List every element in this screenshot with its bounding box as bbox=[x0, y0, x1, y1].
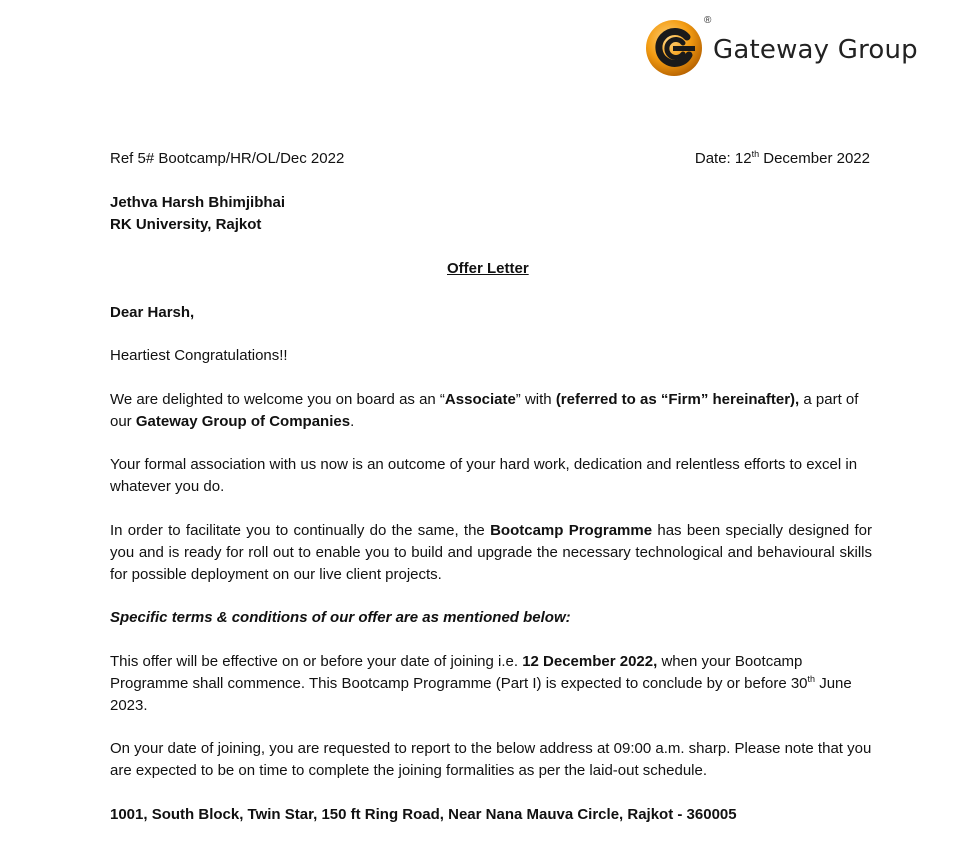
date-ordinal: th bbox=[751, 149, 760, 159]
company-logo bbox=[643, 14, 918, 78]
letter-date bbox=[695, 148, 870, 170]
effective-date-paragraph bbox=[110, 651, 872, 717]
p4-text-d: June 2023. bbox=[110, 675, 852, 714]
p3-programme: Bootcamp Programme bbox=[490, 522, 653, 539]
company-name: Gateway Group bbox=[713, 35, 918, 65]
p3-text-a: In order to facilitate you to continually do the same, the bbox=[110, 522, 491, 539]
p4-ordinal: th bbox=[807, 674, 816, 684]
p1-text-g: . bbox=[350, 413, 355, 430]
recipient-name: Jethva Harsh Bhimjibhai bbox=[110, 194, 286, 211]
terms-heading: Specific terms & conditions of our offer are as mentioned below: bbox=[110, 609, 571, 626]
welcome-paragraph bbox=[110, 389, 872, 433]
p4-join-date: 12 December 2022, bbox=[522, 653, 658, 670]
date-prefix: Date: 12 bbox=[694, 150, 752, 167]
p1-text-a: We are delighted to welcome you on board as an “ bbox=[110, 391, 445, 408]
association-paragraph: Your formal association with us now is an outcome of your hard work, dedication and relentless efforts to excel in whatever you do. bbox=[110, 456, 858, 495]
p1-company-group: Gateway Group of Companies bbox=[135, 413, 351, 430]
office-address: 1001, South Block, Twin Star, 150 ft Ring Road, Near Nana Mauva Circle, Rajkot - 360005 bbox=[110, 806, 737, 823]
reference-number: Ref 5# Bootcamp/HR/OL/Dec 2022 bbox=[110, 150, 345, 167]
reporting-paragraph: On your date of joining, you are requested to report to the below address at 09:00 a.m. sharp. Please note that you are expected to be on time to complete the joining formalities as per the laid-out schedule. bbox=[110, 740, 872, 779]
salutation: Dear Harsh, bbox=[110, 304, 195, 321]
congratulations-line: Heartiest Congratulations!! bbox=[110, 347, 288, 364]
p1-text-c: ” with bbox=[515, 391, 556, 408]
p1-text-e: a part of our bbox=[110, 391, 859, 430]
letter-title: Offer Letter bbox=[447, 260, 529, 277]
p1-role: Associate bbox=[444, 391, 516, 408]
p4-text-c: when your Bootcamp Programme shall commence. This Bootcamp Programme (Part I) is expected to conclude by or before 30 bbox=[110, 653, 808, 692]
bootcamp-paragraph bbox=[110, 520, 872, 586]
registered-mark: ® bbox=[704, 15, 712, 26]
p4-text-a: This offer will be effective on or before your date of joining i.e. bbox=[110, 653, 523, 670]
recipient-place: RK University, Rajkot bbox=[110, 216, 262, 233]
gateway-logo-icon bbox=[643, 15, 705, 77]
p3-text-c: has been specially designed for you and is ready for roll out to enable you to build and upgrade the necessary technological and behavioural skills for possible deployment on our live client projects. bbox=[110, 522, 873, 583]
p1-firm-ref: (referred to as “Firm” hereinafter), bbox=[555, 391, 800, 408]
date-suffix: December 2022 bbox=[759, 150, 870, 167]
